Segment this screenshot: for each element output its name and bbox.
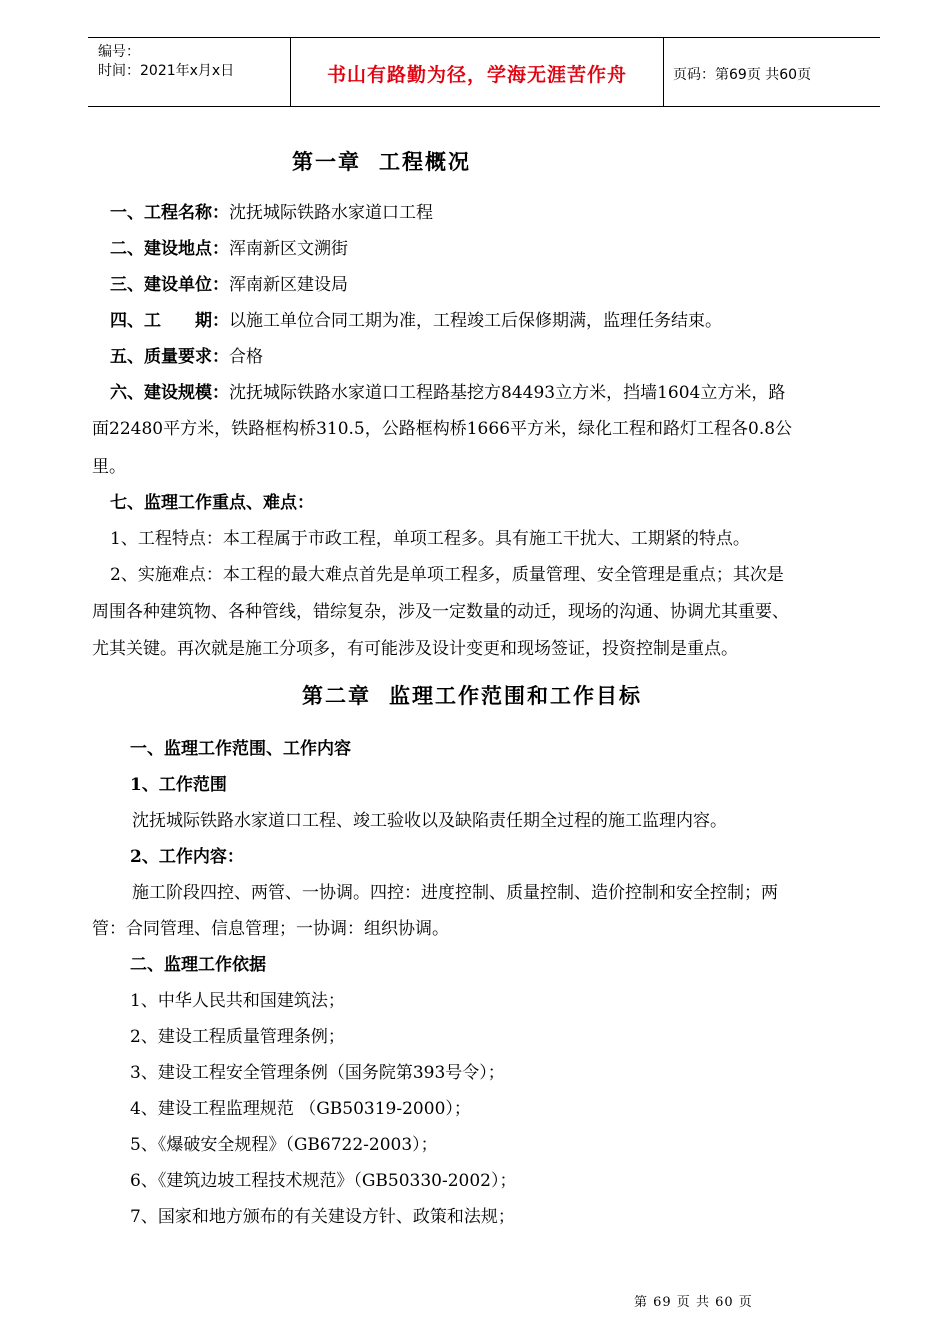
chapter1-number: 第一章 [292, 149, 361, 174]
basis-item: 3、建设工程安全管理条例（国务院第393号令）； [130, 1063, 505, 1083]
chapter2-number: 第二章 [302, 683, 371, 708]
page-footer: 第 69 页 共 60 页 [634, 1295, 753, 1310]
info-label: 三、建设单位： [110, 275, 229, 295]
info-label: 五、质量要求： [110, 347, 229, 367]
sub1-text: 沈抚城际铁路水家道口工程、竣工验收以及缺陷责任期全过程的施工监理内容。 [132, 811, 727, 831]
basis-item: 4、建设工程监理规范 （GB50319-2000）； [130, 1099, 471, 1119]
basis-item: 7、国家和地方颁布的有关建设方针、政策和法规； [130, 1207, 515, 1227]
info-value: 合格 [229, 347, 263, 367]
section1-label: 一、监理工作范围、工作内容 [130, 739, 351, 759]
sub2-title [130, 842, 244, 867]
key-points-label: 七、监理工作重点、难点： [110, 493, 314, 513]
info-quality [110, 342, 263, 367]
sub2-label: 2、工作内容： [130, 847, 244, 867]
scale-line-3: 里。 [92, 457, 126, 477]
basis-item: 6、《建筑边坡工程技术规范》（GB50330-2002）； [130, 1171, 517, 1191]
info-owner [110, 270, 348, 295]
info-duration [110, 306, 722, 331]
section2-label: 二、监理工作依据 [130, 955, 266, 975]
scale-line-2: 面22480平方米，铁路框构桥310.5，公路框构桥1666平方米，绿化工程和路灯工程各0.8公 [92, 419, 793, 439]
basis-item: 1、中华人民共和国建筑法； [130, 991, 345, 1011]
section1-title [130, 734, 351, 759]
key-points-title [110, 488, 314, 513]
scale-line-1: 沈抚城际铁路水家道口工程路基挖方84493立方米，挡墙1604立方米，路 [229, 383, 786, 403]
difficulty-line-2: 周围各种建筑物、各种管线，错综复杂，涉及一定数量的动迁，现场的沟通、协调尤其重要、 [92, 602, 789, 622]
info-project-name [110, 198, 433, 223]
info-value: 浑南新区建设局 [229, 275, 348, 295]
header-page-info: 页码：第69页 共60页 [673, 67, 812, 83]
section2-title [130, 950, 266, 975]
info-value: 浑南新区文溯街 [229, 239, 348, 259]
number-label: 编号： [98, 44, 140, 60]
sub2-line-2: 管：合同管理、信息管理；一协调：组织协调。 [92, 919, 449, 939]
header-motto-cell [290, 38, 664, 106]
info-value: 以施工单位合同工期为准，工程竣工后保修期满，监理任务结束。 [229, 311, 722, 331]
sub1-title [130, 770, 227, 795]
sub1-label: 1、工作范围 [130, 775, 227, 795]
info-label-b: 期： [195, 311, 229, 331]
motto: 书山有路勤为径，学海无涯苦作舟 [326, 64, 627, 86]
info-scale [110, 378, 785, 403]
info-label: 一、工程名称： [110, 203, 229, 223]
chapter1-name: 工程概况 [379, 149, 471, 174]
chapter1-title [292, 146, 471, 176]
basis-item: 5、《爆破安全规程》（GB6722-2003）； [130, 1135, 438, 1155]
info-location [110, 234, 348, 259]
feature-text: 1、工程特点：本工程属于市政工程，单项工程多。具有施工干扰大、工期紧的特点。 [110, 529, 750, 549]
difficulty-line-3: 尤其关键。再次就是施工分项多，有可能涉及设计变更和现场签证，投资控制是重点。 [92, 639, 738, 659]
header-meta [88, 38, 290, 106]
chapter2-title [302, 680, 642, 710]
scale-label: 六、建设规模： [110, 383, 229, 403]
chapter2-name: 监理工作范围和工作目标 [389, 683, 642, 708]
info-label: 二、建设地点： [110, 239, 229, 259]
basis-item: 2、建设工程质量管理条例； [130, 1027, 345, 1047]
difficulty-line-1: 2、实施难点：本工程的最大难点首先是单项工程多，质量管理、安全管理是重点；其次是 [110, 565, 784, 585]
time-label: 时间：2021年x月x日 [98, 63, 235, 79]
info-label-a: 四、工 [110, 311, 161, 331]
page-header [88, 37, 880, 107]
sub2-line-1: 施工阶段四控、两管、一协调。四控：进度控制、质量控制、造价控制和安全控制；两 [132, 883, 778, 903]
info-value: 沈抚城际铁路水家道口工程 [229, 203, 433, 223]
